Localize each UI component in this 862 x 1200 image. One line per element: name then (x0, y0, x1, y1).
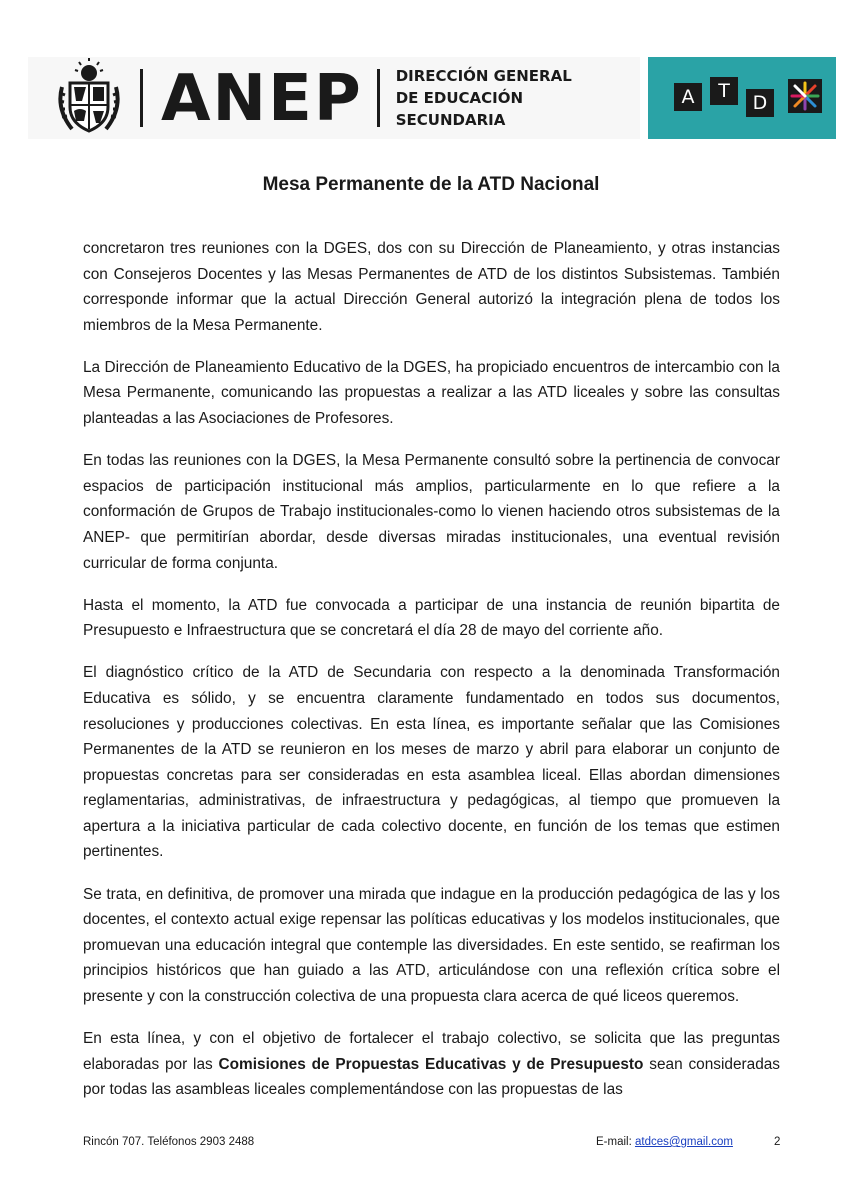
dges-line: DIRECCIÓN GENERAL (395, 67, 572, 85)
divider (140, 69, 143, 127)
anep-wordmark: ANEP (161, 62, 363, 136)
divider (377, 69, 380, 127)
footer-address: Rincón 707. Teléfonos 2903 2488 (83, 1136, 255, 1148)
dges-line: SECUNDARIA (395, 111, 506, 129)
anep-logo (28, 57, 640, 139)
atd-star-icon (788, 79, 822, 113)
page-number: 2 (774, 1136, 781, 1148)
paragraph: La Dirección de Planeamiento Educativo de la DGES, ha propiciado encuentros de intercambio con la Mesa Permanente, comunicando las propuestas a realizar a las ATD liceales y sobre las consultas planteadas a las Asociaciones de Profesores. (83, 358, 780, 428)
paragraph: Hasta el momento, la ATD fue convocada a participar de una instancia de reunión bipartita de Presupuesto e Infraestructura que se concretará el día 28 de mayo del corriente año. (83, 596, 780, 640)
atd-logo (648, 57, 836, 139)
atd-letter: A (674, 83, 702, 111)
paragraph-text: En esta línea, y con el objetivo de fortalecer el trabajo colectivo, se solicita que las preguntas elaboradas por las (83, 1030, 780, 1073)
atd-letter: T (710, 77, 738, 105)
dges-line: DE EDUCACIÓN (395, 89, 524, 107)
paragraph-last (83, 1026, 780, 1103)
dges-name (396, 65, 572, 131)
document-title: Mesa Permanente de la ATD Nacional (262, 174, 600, 195)
footer-email (596, 1136, 733, 1148)
paragraph: El diagnóstico crítico de la ATD de Secundaria con respecto a la denominada Transformación Educativa es sólido, y se encuentra claramente fundamentado en todos sus documentos, resoluciones y producciones colectivas. En esta línea, es importante señalar que las Comisiones Permanentes de la ATD se reunieron en los meses de marzo y abril para elaborar un conjunto de propuestas concretas para ser consideradas en esta asamblea liceal. Ellas abordan dimensiones reglamentarias, administrativas, de infraestructura y pedagógicas, al tiempo que promueven la apertura a la iniciativa particular de cada colectivo docente, en función de los temas que estimen pertinentes. (83, 664, 780, 861)
paragraph: En todas las reuniones con la DGES, la Mesa Permanente consultó sobre la pertinencia de convocar espacios de participación institucional más amplios, particularmente en lo que refiere a la conformación de Grupos de Trabajo institucionales-como lo vienen haciendo otros subsistemas de la ANEP- que permitirían abordar, desde diversas miradas institucionales, una eventual revisión curricular de forma conjunta. (83, 452, 780, 572)
paragraph: concretaron tres reuniones con la DGES, dos con su Dirección de Planeamiento, y otras instancias con Consejeros Docentes y las Mesas Permanentes de ATD de los distintos Subsistemas. También corresponde informar que la actual Dirección General autorizó la integración plena de todos los miembros de la Mesa Permanente. (83, 240, 780, 334)
atd-letter: D (746, 89, 774, 117)
letterhead (28, 57, 836, 139)
paragraph: Se trata, en definitiva, de promover una mirada que indague en la producción pedagógica de las y los docentes, el contexto actual exige repensar las políticas educativas y los modelos institucionales, que promuevan una educación integral que contemple las diversidades. En este sentido, se reafirman los principios históricos que han guiado a las ATD, articulándose con una reflexión crítica sobre el presente y con la construcción colectiva de una propuesta clara acerca de qué liceos queremos. (83, 885, 780, 1005)
uruguay-coat-of-arms-icon (52, 57, 126, 139)
email-link[interactable]: atdces@gmail.com (634, 1136, 733, 1148)
email-label: E-mail: (596, 1136, 635, 1148)
document-body (83, 236, 780, 1119)
paragraph-text: sean consideradas por todas las asambleas liceales complementándose con las propuestas de las (83, 1055, 781, 1099)
commissions-name: Comisiones de Propuestas Educativas y de Presupuesto (218, 1055, 644, 1073)
